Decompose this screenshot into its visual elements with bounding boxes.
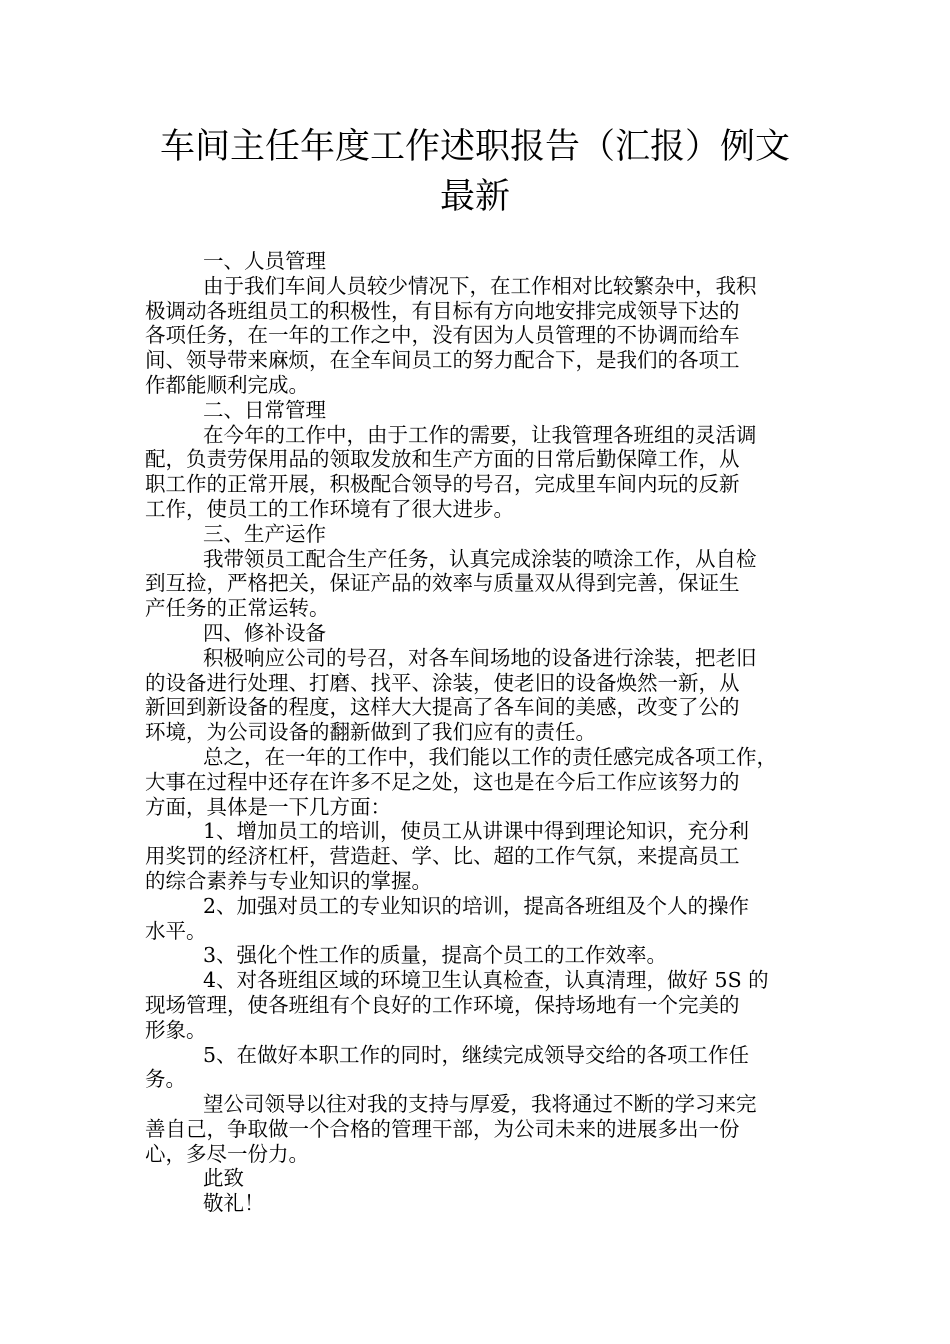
body-text-line: 工作，使员工的工作环境有了很大进步。	[145, 496, 514, 521]
body-text-line: 间、领导带来麻烦，在全车间员工的努力配合下，是我们的各项工	[145, 348, 740, 373]
body-text-line: 环境，为公司设备的翻新做到了我们应有的责任。	[145, 720, 596, 745]
body-text-line: 在今年的工作中，由于工作的需要，让我管理各班组的灵活调	[203, 422, 757, 447]
body-text-line: 大事在过程中还存在许多不足之处，这也是在今后工作应该努力的	[145, 769, 740, 794]
body-text-line: 敬礼！	[203, 1191, 265, 1216]
body-text-line: 总之，在一年的工作中，我们能以工作的责任感完成各项工作，	[203, 744, 777, 769]
body-text-line: 的设备进行处理、打磨、找平、涂装，使老旧的设备焕然一新，从	[145, 670, 740, 695]
document-body	[145, 249, 805, 1216]
body-text-line: 善自己，争取做一个合格的管理干部，为公司未来的进展多出一份	[145, 1116, 740, 1141]
body-text-line: 产任务的正常运转。	[145, 596, 330, 621]
body-text-line: 到互捡，严格把关，保证产品的效率与质量双从得到完善，保证生	[145, 571, 740, 596]
body-text-line: 极调动各班组员工的积极性，有目标有方向地安排完成领导下达的	[145, 298, 740, 323]
body-text-line: 4、对各班组区域的环境卫生认真检查，认真清理，做好 5S 的	[203, 968, 769, 993]
body-text-line: 一、人员管理	[203, 249, 326, 273]
body-text-line: 用奖罚的经济杠杆，营造赶、学、比、超的工作气氛，来提高员工	[145, 844, 740, 869]
body-text-line: 务。	[145, 1067, 186, 1092]
body-text-line: 三、生产运作	[203, 521, 326, 546]
body-text-line: 5、在做好本职工作的同时，继续完成领导交给的各项工作任	[203, 1042, 750, 1067]
body-text-line: 望公司领导以往对我的支持与厚爱，我将通过不断的学习来完	[203, 1092, 757, 1117]
body-text-line: 各项任务，在一年的工作之中，没有因为人员管理的不协调而给车	[145, 323, 740, 348]
body-text-line: 方面，具体是一下几方面：	[145, 794, 391, 819]
title-line: 车间主任年度工作述职报告（汇报）例文	[159, 127, 790, 167]
body-text-line: 积极响应公司的号召，对各车间场地的设备进行涂装，把老旧	[203, 645, 757, 670]
body-text-line: 3、强化个性工作的质量，提高个员工的工作效率。	[203, 943, 668, 968]
document-title	[120, 122, 830, 222]
body-text-line: 水平。	[145, 918, 207, 943]
body-text-line: 2、加强对员工的专业知识的培训，提高各班组及个人的操作	[203, 893, 750, 918]
body-text-line: 此致	[203, 1166, 244, 1191]
body-text-line: 由于我们车间人员较少情况下，在工作相对比较繁杂中，我积	[203, 273, 757, 298]
body-text-line: 四、修补设备	[203, 620, 326, 645]
body-text-line: 职工作的正常开展，积极配合领导的号召，完成里车间内玩的反新	[145, 472, 740, 497]
body-text-line: 现场管理，使各班组有个良好的工作环境，保持场地有一个完美的	[145, 992, 740, 1017]
body-text-line: 心，多尽一份力。	[145, 1141, 309, 1166]
body-text-line: 形象。	[145, 1017, 207, 1042]
body-text-line: 配，负责劳保用品的领取发放和生产方面的日常后勤保障工作，从	[145, 447, 740, 472]
body-text-line: 我带领员工配合生产任务，认真完成涂装的喷涂工作，从自检	[203, 546, 757, 571]
body-text-line: 1、增加员工的培训，使员工从讲课中得到理论知识，充分利	[203, 819, 750, 844]
body-text-line: 的综合素养与专业知识的掌握。	[145, 868, 432, 893]
body-text-line: 作都能顺利完成。	[145, 372, 309, 397]
body-text-line: 二、日常管理	[203, 397, 326, 422]
body-text-line: 新回到新设备的程度，这样大大提高了各车间的美感，改变了公的	[145, 695, 740, 720]
title-line: 最新	[439, 177, 510, 217]
